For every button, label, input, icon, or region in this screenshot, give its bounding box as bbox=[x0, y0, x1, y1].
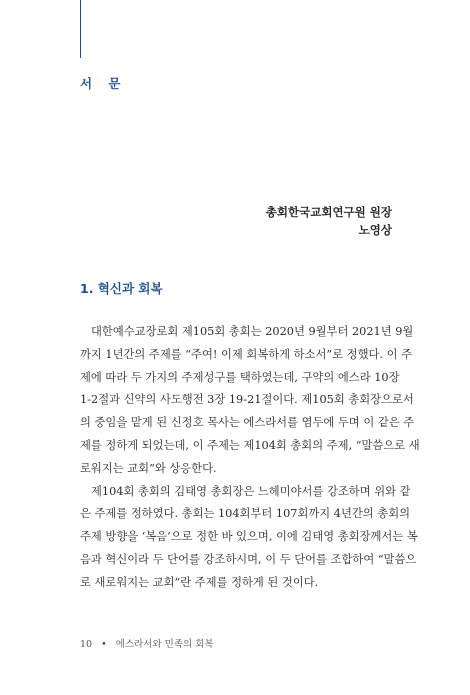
text-line: 로 새로워지는 교회”란 주제를 정하게 된 것이다. bbox=[80, 575, 319, 589]
text-line: 까지 1년간의 주제를 “주여! 이제 회복하게 하소서”로 정했다. 이 주 bbox=[80, 347, 413, 361]
page-footer bbox=[80, 636, 214, 650]
text-line: 대한예수교장로회 제105회 총회는 2020년 9월부터 2021년 9월 bbox=[91, 325, 414, 338]
author-organization: 총회한국교회연구원 원장 bbox=[265, 205, 392, 219]
text-line: 1-2절과 신약의 사도행전 3장 19-21절이다. 제105회 총회장으로서 bbox=[80, 393, 414, 407]
page-number: 10 bbox=[80, 639, 93, 650]
paragraph-2 bbox=[80, 481, 418, 595]
text-line: 은 주제를 정하였다. 총회는 104회부터 107회까지 4년간의 총회의 bbox=[80, 507, 411, 521]
vertical-rule bbox=[80, 0, 81, 58]
text-line: 의 중임을 맡게 된 신정호 목사는 에스라서를 염두에 두며 이 같은 주 bbox=[80, 416, 415, 430]
text-line: 주제 방향을 ‘복음’으로 정한 바 있으며, 이에 김태영 총회장께서는 복 bbox=[80, 530, 418, 544]
body-text bbox=[80, 321, 420, 595]
text-line: 음과 혁신이라 두 단어를 강조하시며, 이 두 단어를 조합하여 “말씀으 bbox=[80, 552, 417, 566]
chapter-heading: 1. 혁신과 회복 bbox=[80, 281, 163, 296]
text-line: 로워지는 교회”와 상응한다. bbox=[80, 461, 217, 475]
text-line: 제104회 총회의 김태영 총회장은 느헤미야서를 강조하며 위와 같 bbox=[91, 484, 411, 498]
text-line: 제에 따라 두 가지의 주제성구를 택하였는데, 구약의 에스라 10장 bbox=[80, 370, 400, 384]
book-title: 에스라서와 민족의 회복 bbox=[115, 639, 214, 650]
text-line: 제를 정하게 되었는데, 이 주제는 제104회 총회의 주제, “말씀으로 새 bbox=[80, 438, 420, 452]
author-name: 노영상 bbox=[358, 223, 392, 237]
paragraph-1 bbox=[80, 321, 420, 481]
author-block bbox=[266, 203, 392, 239]
section-title: 서 문 bbox=[80, 76, 127, 91]
footer-separator: • bbox=[101, 639, 107, 650]
